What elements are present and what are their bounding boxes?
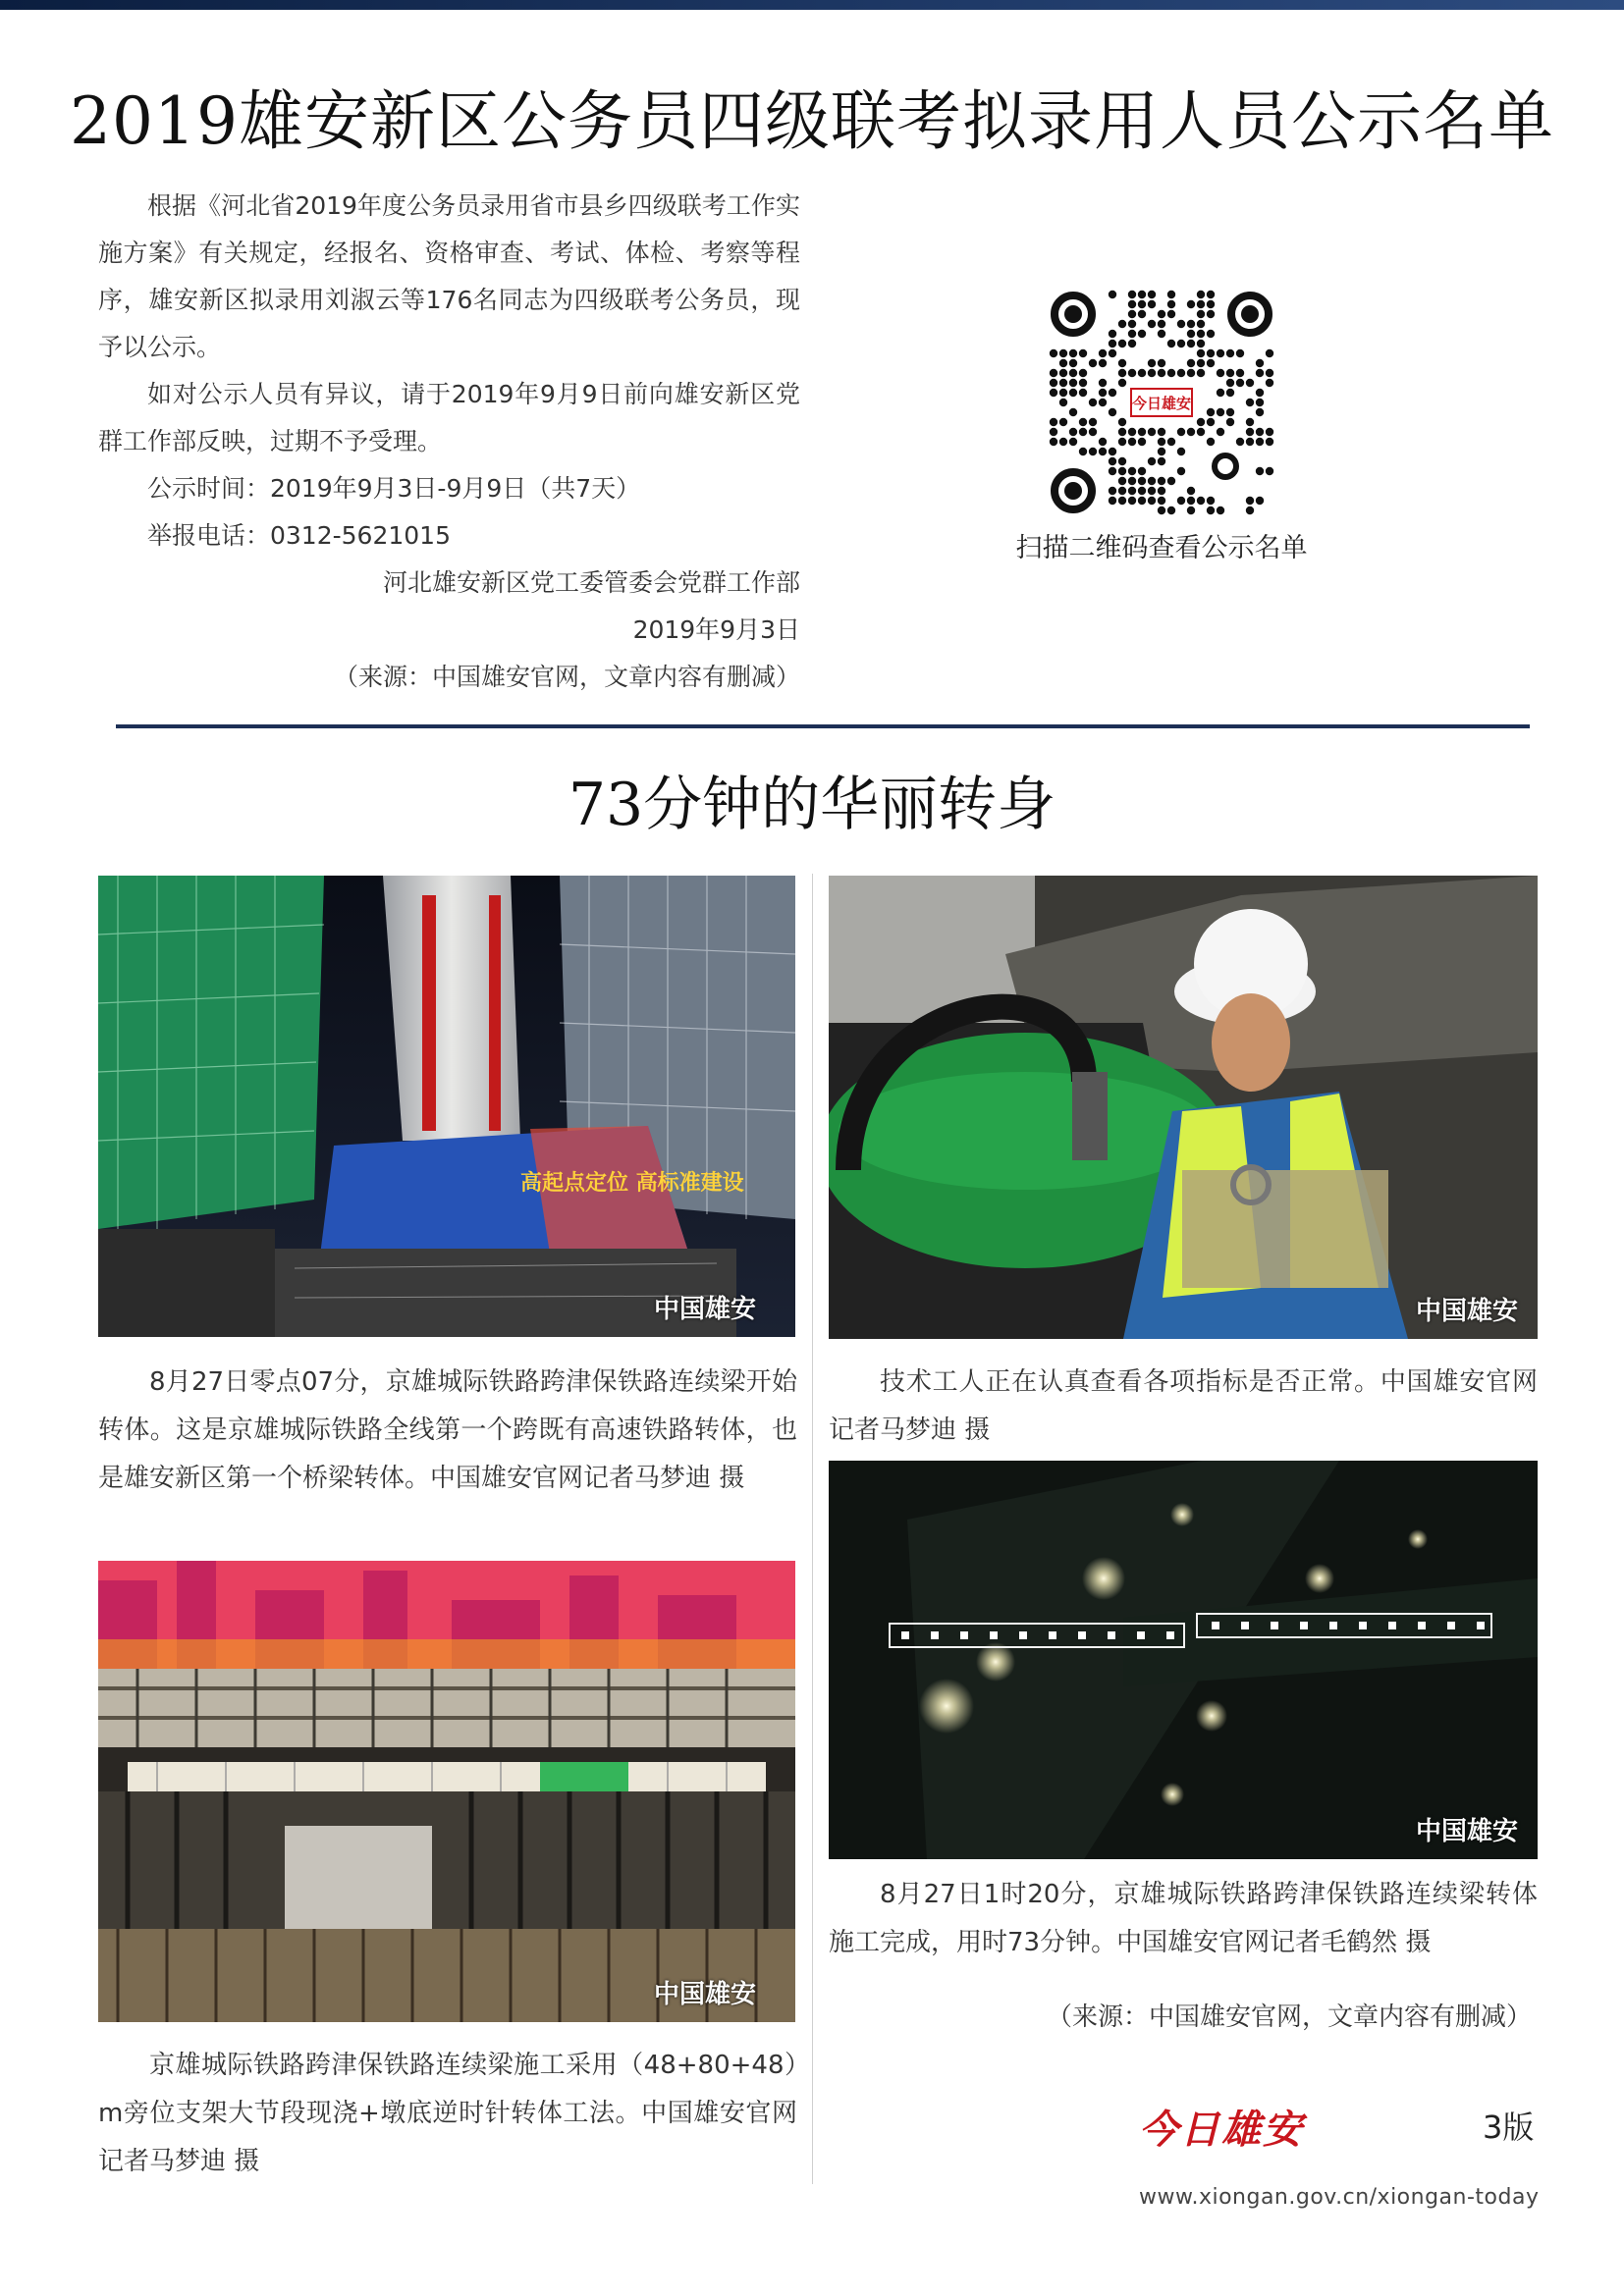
qr-module [1128, 428, 1136, 436]
qr-module [1050, 349, 1057, 357]
qr-module [1128, 467, 1136, 475]
qr-module [1128, 438, 1136, 446]
qr-module [1177, 428, 1185, 436]
qr-module [1197, 359, 1205, 367]
qr-module [1217, 369, 1224, 377]
qr-module [1187, 369, 1195, 377]
qr-module [1167, 291, 1175, 298]
qr-module [1266, 467, 1273, 475]
qr-module [1207, 300, 1215, 308]
photo-night-aerial [829, 1461, 1538, 1859]
qr-module [1099, 359, 1107, 367]
qr-module [1217, 428, 1224, 436]
notice-paragraph-2: 如对公示人员有异议，请于2019年9月9日前向雄安新区党群工作部反映，过期不予受理。 [98, 380, 800, 455]
qr-module [1158, 477, 1165, 485]
qr-module [1226, 369, 1234, 377]
qr-module [1109, 487, 1116, 495]
qr-module [1059, 349, 1067, 357]
brand-logo: 今日雄安 [1139, 2107, 1304, 2153]
qr-module [1158, 320, 1165, 328]
qr-module [1079, 379, 1087, 387]
qr-module [1148, 320, 1156, 328]
qr-module [1197, 340, 1205, 347]
qr-module [1059, 369, 1067, 377]
qr-module [1109, 467, 1116, 475]
photo-watermark: 中国雄安 [653, 1980, 756, 2009]
qr-module [1059, 418, 1067, 426]
qr-module [1148, 291, 1156, 298]
qr-module [1059, 359, 1067, 367]
qr-module [1197, 497, 1205, 505]
qr-module [1256, 369, 1264, 377]
qr-module [1128, 291, 1136, 298]
qr-module [1099, 438, 1107, 446]
qr-module [1256, 497, 1264, 505]
qr-module [1246, 438, 1254, 446]
qr-module [1158, 438, 1165, 446]
qr-module [1207, 330, 1215, 338]
qr-module [1138, 291, 1146, 298]
qr-module [1207, 418, 1215, 426]
notice-block [98, 183, 800, 701]
qr-module [1109, 457, 1116, 465]
qr-module [1167, 438, 1175, 446]
qr-module [1138, 300, 1146, 308]
qr-module [1050, 428, 1057, 436]
qr-module [1177, 369, 1185, 377]
qr-module [1236, 349, 1244, 357]
qr-module [1050, 418, 1057, 426]
qr-module [1148, 300, 1156, 308]
qr-center-logo: 今日雄安 [1131, 395, 1192, 412]
qr-module [1187, 507, 1195, 514]
qr-module [1089, 418, 1097, 426]
qr-module [1118, 369, 1126, 377]
qr-module [1158, 428, 1165, 436]
qr-module [1109, 448, 1116, 455]
qr-module [1138, 310, 1146, 318]
qr-module [1099, 448, 1107, 455]
qr-module [1187, 330, 1195, 338]
section-divider [116, 724, 1530, 728]
qr-module [1217, 507, 1224, 514]
qr-module [1197, 330, 1205, 338]
qr-module [1266, 428, 1273, 436]
qr-module [1118, 340, 1126, 347]
qr-module [1187, 320, 1195, 328]
qr-module [1226, 349, 1234, 357]
qr-module [1118, 467, 1126, 475]
qr-module [1236, 369, 1244, 377]
qr-module [1246, 497, 1254, 505]
photo-watermark: 中国雄安 [653, 1295, 756, 1324]
qr-module [1197, 291, 1205, 298]
qr-module [1246, 507, 1254, 514]
qr-module [1069, 389, 1077, 397]
qr-module [1138, 438, 1146, 446]
qr-module [1118, 497, 1126, 505]
qr-module [1109, 291, 1116, 298]
top-bar [0, 0, 1624, 10]
qr-module [1089, 359, 1097, 367]
qr-module [1177, 340, 1185, 347]
qr-module [1256, 359, 1264, 367]
photo-caption-2: 技术工人正在认真查看各项指标是否正常。中国雄安官网记者马梦迪 摄 [829, 1367, 1538, 1445]
qr-module [1207, 310, 1215, 318]
notice-date: 2019年9月3日 [632, 615, 800, 644]
qr-module [1128, 497, 1136, 505]
qr-module [1079, 448, 1087, 455]
qr-module [1128, 477, 1136, 485]
qr-module [1256, 467, 1264, 475]
qr-module [1197, 428, 1205, 436]
qr-module [1148, 369, 1156, 377]
qr-module [1118, 379, 1126, 387]
article-source: （来源：中国雄安官网，文章内容有删减） [1046, 2002, 1532, 2032]
qr-module [1158, 457, 1165, 465]
qr-module [1089, 399, 1097, 406]
qr-module [1118, 359, 1126, 367]
qr-module [1079, 428, 1087, 436]
qr-module [1226, 408, 1234, 416]
qr-code-graphic [1049, 290, 1274, 515]
qr-module [1059, 379, 1067, 387]
page-title: 2019雄安新区公务员四级联考拟录用人员公示名单 [70, 83, 1554, 159]
qr-module [1158, 369, 1165, 377]
notice-source: （来源：中国雄安官网，文章内容有删减） [333, 663, 800, 691]
qr-module [1079, 349, 1087, 357]
qr-module [1118, 457, 1126, 465]
qr-module [1177, 320, 1185, 328]
qr-module [1138, 467, 1146, 475]
qr-module [1059, 389, 1067, 397]
qr-module [1266, 349, 1273, 357]
qr-module [1167, 340, 1175, 347]
qr-module [1109, 389, 1116, 397]
qr-module [1109, 340, 1116, 347]
notice-phone: 举报电话：0312-5621015 [147, 521, 451, 550]
qr-module [1177, 467, 1185, 475]
qr-module [1197, 320, 1205, 328]
qr-module [1207, 497, 1215, 505]
qr-module [1128, 487, 1136, 495]
qr-module [1158, 330, 1165, 338]
qr-module [1246, 379, 1254, 387]
qr-module [1256, 408, 1264, 416]
qr-module [1148, 477, 1156, 485]
qr-module [1236, 438, 1244, 446]
photo-watermark: 中国雄安 [1415, 1297, 1518, 1326]
qr-module [1089, 428, 1097, 436]
qr-module [1079, 418, 1087, 426]
qr-module [1069, 369, 1077, 377]
qr-module [1158, 310, 1165, 318]
qr-module [1266, 379, 1273, 387]
qr-module [1148, 428, 1156, 436]
photo-support-structure [98, 1561, 795, 2022]
qr-module [1207, 438, 1215, 446]
qr-module [1069, 428, 1077, 436]
qr-module [1118, 438, 1126, 446]
qr-module [1128, 340, 1136, 347]
qr-module [1059, 438, 1067, 446]
qr-module [1128, 300, 1136, 308]
qr-module [1128, 330, 1136, 338]
qr-module [1207, 349, 1215, 357]
qr-caption: 扫描二维码查看公示名单 [1015, 533, 1308, 563]
qr-module [1256, 399, 1264, 406]
qr-module [1167, 507, 1175, 514]
qr-module [1197, 349, 1205, 357]
qr-module [1138, 477, 1146, 485]
qr-module [1158, 359, 1165, 367]
qr-module [1069, 349, 1077, 357]
qr-module [1167, 369, 1175, 377]
qr-module [1050, 389, 1057, 397]
column-divider [812, 874, 813, 2184]
qr-module [1118, 487, 1126, 495]
page-number: 3版 [1483, 2109, 1535, 2146]
qr-module [1099, 379, 1107, 387]
footer-url[interactable]: www.xiongan.gov.cn/xiongan-today [1139, 2185, 1540, 2210]
qr-module [1128, 310, 1136, 318]
qr-module [1207, 359, 1215, 367]
photo-worker [829, 876, 1538, 1339]
qr-module [1148, 359, 1156, 367]
notice-issuer: 河北雄安新区党工委管委会党群工作部 [382, 568, 800, 597]
qr-module [1118, 428, 1126, 436]
qr-module [1138, 369, 1146, 377]
notice-paragraph-1: 根据《河北省2019年度公务员录用省市县乡四级联考工作实施方案》有关规定，经报名、资格审查、考试、体检、考察等程序，雄安新区拟录用刘淑云等176名同志为四级联考公务员，现予以公示。 [98, 191, 800, 361]
qr-module [1236, 379, 1244, 387]
qr-code[interactable] [1049, 290, 1274, 515]
photo-bridge-pier [98, 876, 795, 1337]
qr-module [1256, 389, 1264, 397]
qr-module [1167, 300, 1175, 308]
qr-module [1226, 418, 1234, 426]
qr-module [1167, 477, 1175, 485]
qr-module [1266, 369, 1273, 377]
qr-module [1128, 320, 1136, 328]
qr-module [1109, 349, 1116, 357]
qr-module [1128, 369, 1136, 377]
qr-module [1158, 507, 1165, 514]
qr-module [1109, 497, 1116, 505]
qr-module [1187, 497, 1195, 505]
qr-module [1050, 369, 1057, 377]
qr-module [1246, 399, 1254, 406]
qr-module [1217, 408, 1224, 416]
qr-module [1118, 477, 1126, 485]
qr-module [1069, 379, 1077, 387]
qr-module [1177, 497, 1185, 505]
qr-module [1138, 497, 1146, 505]
notice-period: 公示时间：2019年9月3日-9月9日（共7天） [147, 474, 641, 503]
qr-module [1118, 320, 1126, 328]
qr-module [1138, 487, 1146, 495]
qr-module [1158, 487, 1165, 495]
qr-module [1217, 389, 1224, 397]
qr-module [1256, 428, 1264, 436]
qr-module [1246, 418, 1254, 426]
qr-module [1167, 310, 1175, 318]
qr-module [1246, 428, 1254, 436]
qr-module [1256, 438, 1264, 446]
photo-watermark: 中国雄安 [1415, 1817, 1518, 1846]
qr-module [1207, 291, 1215, 298]
qr-module [1069, 438, 1077, 446]
qr-module [1197, 310, 1205, 318]
qr-module [1059, 399, 1067, 406]
qr-module [1187, 300, 1195, 308]
qr-module [1207, 408, 1215, 416]
qr-module [1099, 399, 1107, 406]
qr-module [1138, 330, 1146, 338]
qr-module [1069, 408, 1077, 416]
qr-module [1226, 389, 1234, 397]
qr-module [1138, 428, 1146, 436]
qr-module [1079, 369, 1087, 377]
qr-module [1158, 497, 1165, 505]
qr-module [1099, 349, 1107, 357]
photo-caption-3: 京雄城际铁路跨津保铁路连续梁施工采用（48+80+48）m旁位支架大节段现浇+墩底逆时针转体工法。中国雄安官网记者马梦迪 摄 [98, 2051, 797, 2176]
banner-text: 高起点定位 高标准建设 [520, 1171, 744, 1196]
qr-module [1226, 379, 1234, 387]
qr-module [1109, 408, 1116, 416]
article-title: 73分钟的华丽转身 [568, 771, 1056, 839]
qr-module [1099, 389, 1107, 397]
qr-module [1207, 507, 1215, 514]
qr-module [1187, 487, 1195, 495]
qr-module [1050, 379, 1057, 387]
qr-module [1089, 448, 1097, 455]
qr-module [1197, 300, 1205, 308]
qr-module [1079, 389, 1087, 397]
qr-module [1158, 448, 1165, 455]
qr-module [1118, 418, 1126, 426]
qr-module [1148, 487, 1156, 495]
qr-module [1069, 359, 1077, 367]
photo-caption-1: 8月27日零点07分，京雄城际铁路跨津保铁路连续梁开始转体。这是京雄城际铁路全线第一个跨既有高速铁路转体，也是雄安新区第一个桥梁转体。中国雄安官网记者马梦迪 摄 [98, 1367, 797, 1493]
qr-module [1266, 438, 1273, 446]
qr-module [1177, 448, 1185, 455]
photo-caption-4: 8月27日1时20分，京雄城际铁路跨津保铁路连续梁转体施工完成，用时73分钟。中国雄安官网记者毛鹤然 摄 [829, 1880, 1538, 1957]
qr-module [1050, 438, 1057, 446]
qr-module [1187, 359, 1195, 367]
qr-module [1187, 340, 1195, 347]
qr-module [1148, 497, 1156, 505]
qr-module [1197, 369, 1205, 377]
qr-module [1109, 330, 1116, 338]
qr-module [1217, 349, 1224, 357]
qr-module [1197, 418, 1205, 426]
qr-module [1187, 428, 1195, 436]
qr-module [1148, 457, 1156, 465]
